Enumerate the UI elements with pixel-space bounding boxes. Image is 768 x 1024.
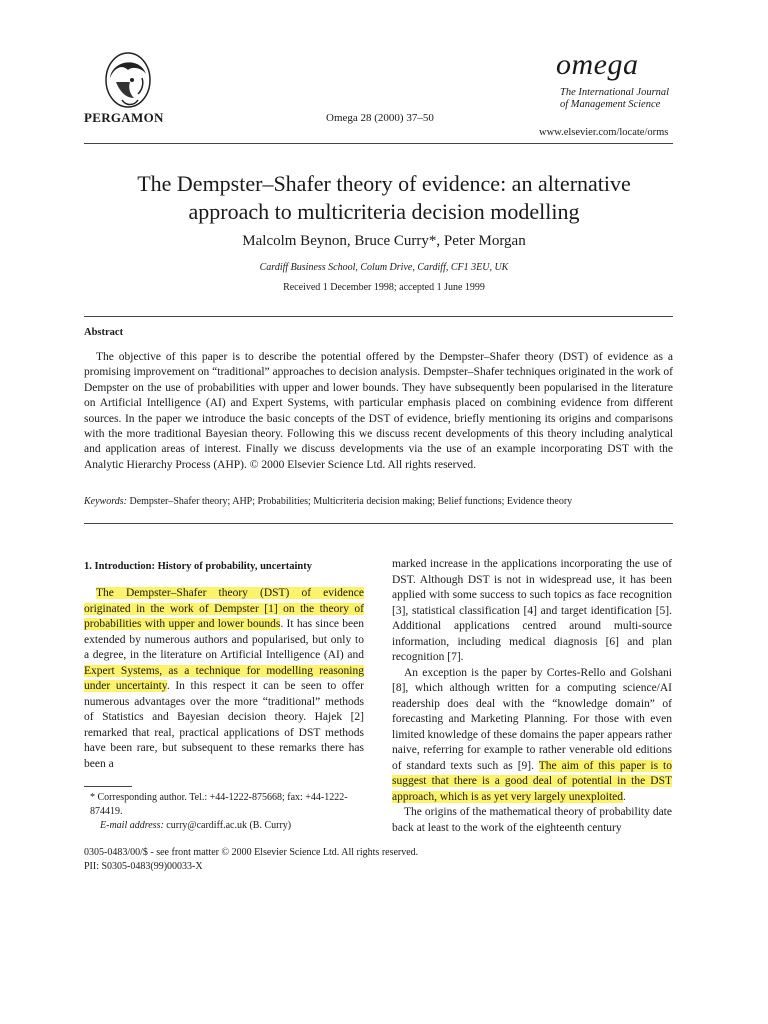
footnote-rule bbox=[84, 786, 132, 787]
pii-line: PII: S0305-0483(99)00033-X bbox=[84, 861, 203, 872]
abstract-top-rule bbox=[84, 316, 673, 317]
abstract-text: The objective of this paper is to describe the potential offered by the Dempster–Shafer theory (DST) of evidence as a promising improvement on “traditional” approaches to decision analysis. Dempster–Shafer techniques originated in the work of Dempster on the use of probabilities with upper and lower bounds. They have subsequently been popularised in the literature on Artificial Intelligence (AI) and Expert Systems, with particular emphasis placed on combining evidence from different sources. In the paper we introduce the basic concepts of the DST of evidence, briefly mentioning its origins and comparisons with the more traditional Bayesian theory. Following this we discuss recent developments of this theory including analytical and application areas of interest. Finally we discuss developments via the use of an example incorporating DST with the Analytic Hierarchy Process (AHP). © 2000 Elsevier Science Ltd. All rights reserved. bbox=[84, 351, 673, 471]
paragraph-3-text-a: An exception is the paper by Cortes-Rello and Golshani [8], which although written for a computing science/AI readership does deal with the “knowledge domain” of forecasting and Marketing Planning. For those with even limited knowledge of these domains the paper appears rather naive, referring for example to rather venerable old editions of standard texts such as [9]. bbox=[392, 666, 672, 772]
intro-paragraph-2: marked increase in the applications incorporating the use of DST. Although DST is not in widespread use, it has been applied with some success to such topics as face recognition [3], statistical classification [4] and target identification [5]. Additional applications centred around multi-source information, including medical diagnosis [6] and plan recognition [7]. bbox=[392, 558, 672, 663]
front-matter-line: 0305-0483/00/$ - see front matter © 2000 Elsevier Science Ltd. All rights reserved. bbox=[84, 847, 419, 858]
publisher-name: PERGAMON bbox=[84, 110, 164, 125]
right-column bbox=[392, 557, 672, 836]
author-affiliation: Cardiff Business School, Colum Drive, Cardiff, CF1 3EU, UK bbox=[259, 262, 509, 273]
title-line-1: The Dempster–Shafer theory of evidence: an alternative bbox=[137, 171, 631, 196]
intro-paragraph-1 bbox=[84, 586, 364, 772]
article-authors: Malcolm Beynon, Bruce Curry*, Peter Morgan bbox=[242, 233, 526, 249]
journal-citation: Omega 28 (2000) 37–50 bbox=[326, 112, 434, 124]
keywords bbox=[84, 496, 684, 507]
journal-subtitle-line2: of Management Science bbox=[560, 99, 661, 110]
highlight-expert-systems: Expert Systems, as a technique for modelling reasoning under uncertainty bbox=[84, 664, 364, 692]
left-column bbox=[84, 586, 364, 772]
keywords-text: Dempster–Shafer theory; AHP; Probabilities; Multicriteria decision making; Belief functions; Evidence theory bbox=[129, 496, 573, 507]
highlight-aim: The aim of this paper is to suggest that there is a good deal of potential in the DST approach, which is as yet very largely unexploited bbox=[392, 759, 672, 803]
paragraph-3-text-b: . bbox=[623, 790, 626, 803]
section-heading: 1. Introduction: History of probability, uncertainty bbox=[84, 561, 313, 572]
journal-subtitle-line1: The International Journal bbox=[560, 87, 670, 98]
paragraph-1-text-a: . It has since been extended by numerous authors and popularised, but only to a degree, in the literature on Artificial Intelligence (AI) and bbox=[84, 618, 364, 661]
intro-paragraph-4: The origins of the mathematical theory of probability date back at least to the work of the eighteenth century bbox=[392, 806, 672, 834]
intro-paragraph-3 bbox=[392, 666, 672, 806]
pergamon-logo bbox=[92, 48, 164, 112]
journal-url[interactable]: www.elsevier.com/locate/orms bbox=[539, 127, 669, 138]
corresponding-author: * Corresponding author. Tel.: +44-1222-875668; fax: +44-1222-874419. bbox=[90, 792, 348, 817]
journal-subtitle bbox=[560, 87, 669, 111]
abstract-heading: Abstract bbox=[84, 327, 124, 338]
email-label: E-mail address: bbox=[100, 820, 164, 831]
journal-logo-text: omega bbox=[556, 48, 639, 81]
title-line-2: approach to multicriteria decision modelling bbox=[188, 199, 580, 224]
highlight-dst-origin: The Dempster–Shafer theory (DST) of evidence originated in the work of Dempster [1] on the theory of probabilities with upper and lower bounds bbox=[84, 587, 364, 630]
paragraph-1-text-b: . In this respect it can be seen to offer numerous advantages over the more “traditional” methods of Statistics and Bayesian decision theory. Hajek [2] remarked that real, practical applications of DST methods have been rare, but subsequent to these remarks there has been a bbox=[84, 680, 364, 770]
article-title bbox=[84, 170, 684, 226]
email-line bbox=[84, 819, 364, 833]
keywords-bottom-rule bbox=[84, 523, 673, 524]
footnote bbox=[84, 791, 364, 833]
keywords-label: Keywords: bbox=[84, 496, 127, 507]
copyright-info bbox=[84, 846, 418, 874]
article-dates: Received 1 December 1998; accepted 1 June 1999 bbox=[283, 282, 485, 293]
header-rule bbox=[84, 143, 673, 144]
email-address[interactable]: curry@cardiff.ac.uk (B. Curry) bbox=[166, 820, 292, 831]
